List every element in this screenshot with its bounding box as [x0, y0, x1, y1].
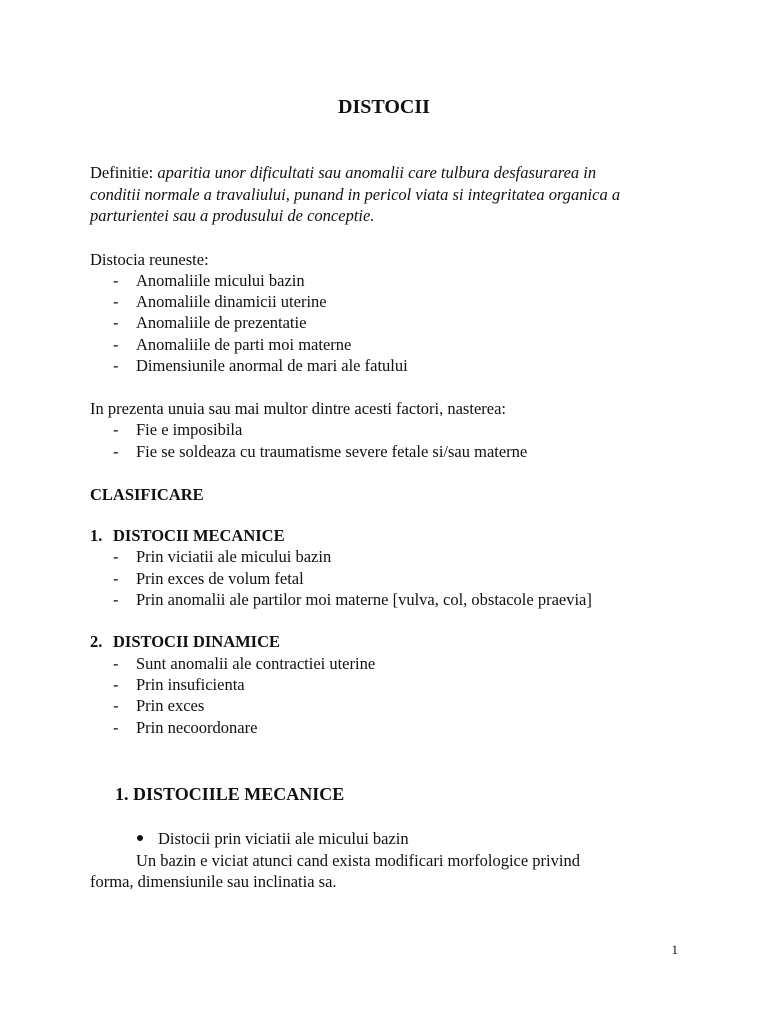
- page-title: DISTOCII: [338, 96, 430, 118]
- definition-paragraph: [90, 162, 596, 183]
- paragraph-line: Un bazin e viciat atunci cand exista modificari morfologice privind: [136, 851, 580, 870]
- list-item: Prin insuficienta: [136, 675, 245, 694]
- bullet-item: Distocii prin viciatii ale micului bazin: [158, 829, 409, 848]
- classification-heading: CLASIFICARE: [90, 485, 204, 504]
- dash-marker: -: [113, 292, 119, 311]
- definition-text-line: aparitia unor dificultati sau anomalii care tulbura desfasurarea in: [157, 163, 597, 182]
- dash-marker: -: [113, 335, 119, 354]
- dash-marker: -: [113, 696, 119, 715]
- dash-marker: -: [113, 442, 119, 461]
- dash-marker: -: [113, 313, 119, 332]
- list-item: Anomaliile dinamicii uterine: [136, 292, 327, 311]
- list-item: Fie se soldeaza cu traumatisme severe fetale si/sau materne: [136, 442, 528, 461]
- dash-marker: -: [113, 420, 119, 439]
- section-number: 1.: [90, 526, 103, 545]
- dash-marker: -: [113, 271, 119, 290]
- dash-marker: -: [113, 569, 119, 588]
- list-item: Prin exces de volum fetal: [136, 569, 304, 588]
- definition-label: Definitie:: [90, 163, 154, 182]
- dash-marker: -: [113, 356, 119, 375]
- list-item: Prin necoordonare: [136, 718, 258, 737]
- paragraph-line: forma, dimensiunile sau inclinatia sa.: [90, 872, 337, 891]
- page-number: 1: [671, 942, 678, 957]
- list-item: Fie e imposibila: [136, 420, 243, 439]
- dash-marker: -: [113, 718, 119, 737]
- dash-marker: -: [113, 547, 119, 566]
- chapter-heading: 1. DISTOCIILE MECANICE: [115, 784, 345, 804]
- list-intro: In prezenta unuia sau mai multor dintre acesti factori, nasterea:: [90, 399, 506, 418]
- list-item: Anomaliile de prezentatie: [136, 313, 307, 332]
- dash-marker: -: [113, 654, 119, 673]
- section-number: 2.: [90, 632, 103, 651]
- section-heading: DISTOCII MECANICE: [113, 526, 285, 545]
- list-item: Anomaliile micului bazin: [136, 271, 305, 290]
- list-item: Prin anomalii ale partilor moi materne [vulva, col, obstacole praevia]: [136, 590, 592, 609]
- list-item: Dimensiunile anormal de mari ale fatului: [136, 356, 408, 375]
- list-item: Prin viciatii ale micului bazin: [136, 547, 332, 566]
- bullet-icon: [137, 835, 143, 841]
- list-item: Prin exces: [136, 696, 205, 715]
- dash-marker: -: [113, 675, 119, 694]
- dash-marker: -: [113, 590, 119, 609]
- list-intro: Distocia reuneste:: [90, 250, 209, 269]
- definition-text-line: conditii normale a travaliului, punand in pericol viata si integritatea organica a: [90, 185, 621, 204]
- list-item: Anomaliile de parti moi materne: [136, 335, 352, 354]
- definition-text-line: parturientei sau a produsului de conceptie.: [90, 206, 375, 225]
- section-heading: DISTOCII DINAMICE: [113, 632, 281, 651]
- list-item: Sunt anomalii ale contractiei uterine: [136, 654, 376, 673]
